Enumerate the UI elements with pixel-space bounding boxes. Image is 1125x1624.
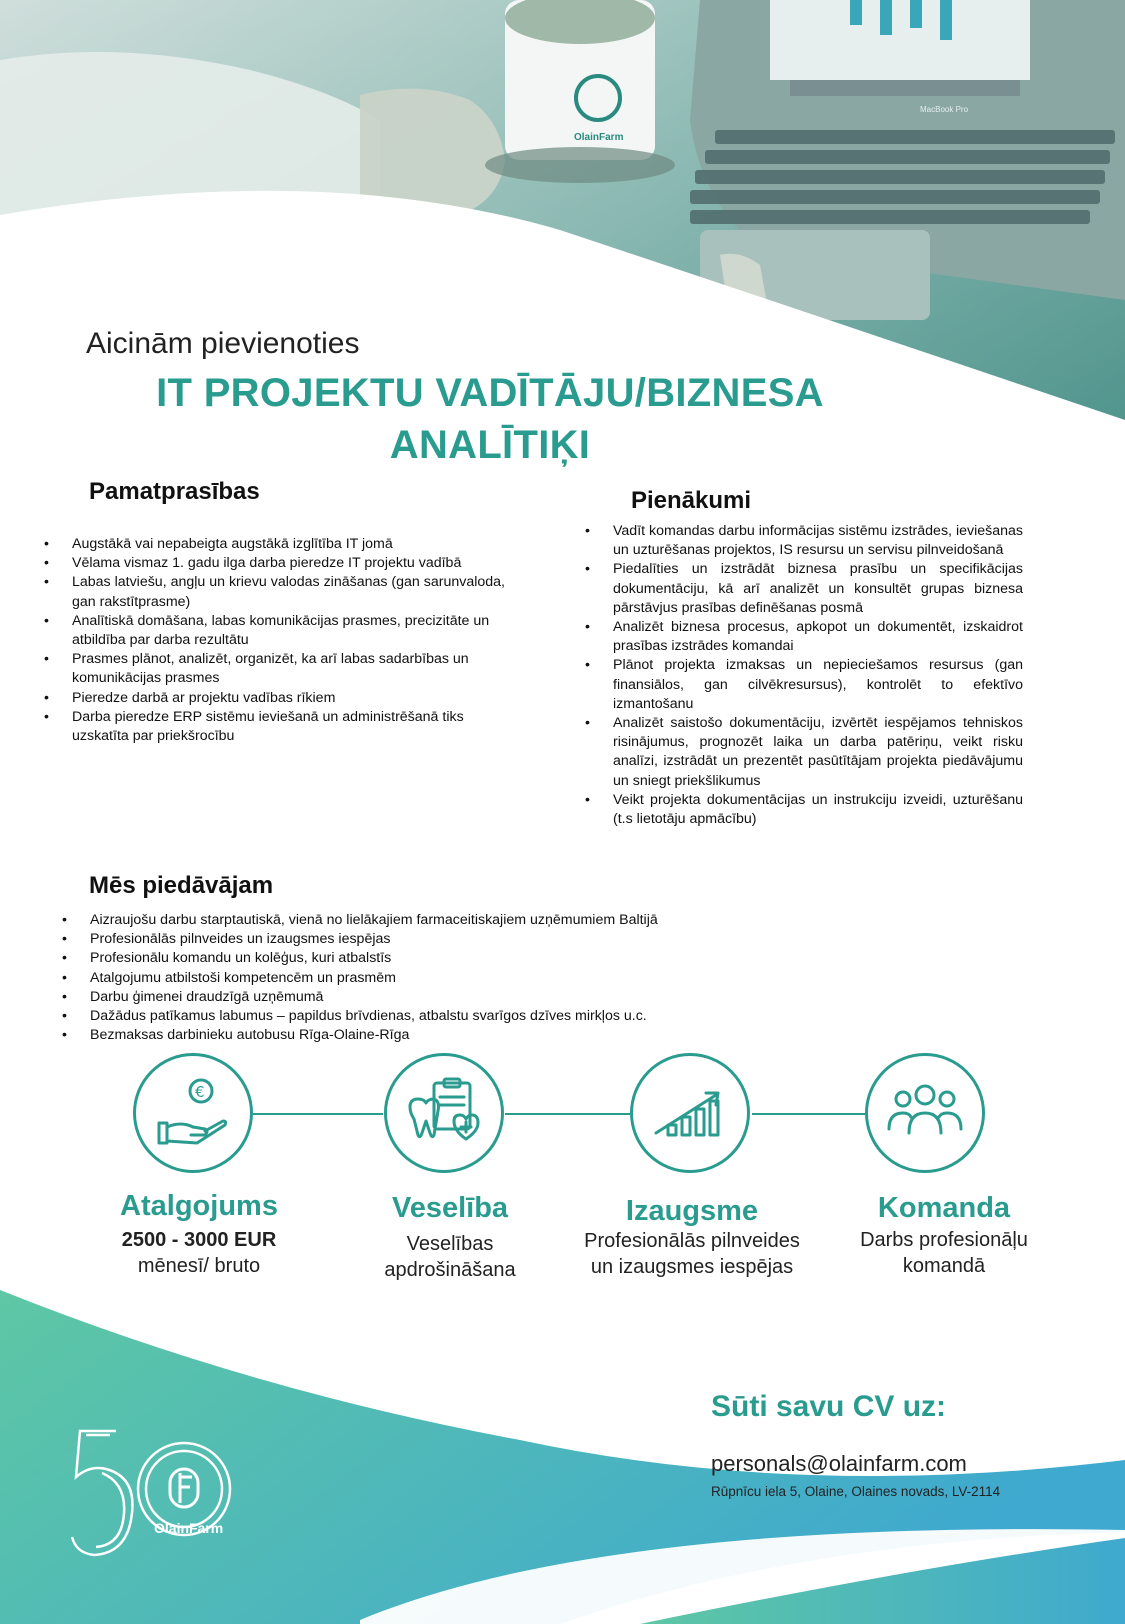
benefit-line: Veselības: [406, 1233, 494, 1255]
benefit-team: [824, 1192, 1064, 1279]
benefit-title: Veselība: [391, 1192, 509, 1224]
list-item: • Darba pieredze ERP sistēmu ieviešanā un administrēšanā tiks uzskatīta par priekšrocību: [44, 708, 524, 746]
laptop-label: MacBook Pro: [920, 105, 969, 114]
requirements-list: [44, 535, 524, 746]
list-item: • Dažādus patīkamus labumus – papildus brīvdienas, atbalstu svarīgos dzīves mirkļos u.c.: [62, 1007, 782, 1026]
list-item: • Augstākā vai nepabeigta augstākā izglītība IT jomā: [44, 535, 524, 554]
benefit-salary: [79, 1190, 319, 1279]
benefit-line: un izaugsmes iespējas: [590, 1256, 794, 1278]
job-title-line1: IT PROJEKTU VADĪTĀJU/BIZNESA: [156, 371, 824, 415]
list-item: • Piedalīties un izstrādāt biznesa prasību un specifikācijas dokumentāciju, kā arī analizēt un konsultēt grupas biznesa pārstāvjus prasības definēšanas posmā: [585, 560, 1023, 618]
list-item: • Profesionālu komandu un kolēģus, kuri atbalstīs: [62, 949, 782, 968]
list-item: • Labas latviešu, angļu un krievu valodas zināšanas (gan sarunvaloda, gan rakstītprasme): [44, 573, 524, 611]
health-clipboard-icon: [384, 1053, 504, 1173]
list-item: • Analizēt biznesa procesus, apkopot un dokumentēt, izskaidrot prasības izstrādes komandai: [585, 618, 1023, 656]
list-item: • Prasmes plānot, analizēt, organizēt, ka arī labas sadarbības un komunikācijas prasmes: [44, 650, 524, 688]
benefit-line: apdrošināšana: [384, 1259, 516, 1281]
salary-period: mēnesī/ bruto: [137, 1255, 261, 1277]
job-title-line2: ANALĪTIĶI: [389, 423, 591, 467]
olainfarm-50-logo: [70, 1425, 240, 1565]
list-item: • Plānot projekta izmaksas un nepieciešamos resursus (gan finansiālos, gan cilvēkresursus), kontrolēt to efektīvo izmantošanu: [585, 656, 1023, 714]
salary-range: 2500 - 3000 EUR: [121, 1229, 277, 1251]
benefit-line: Profesionālās pilnveides: [584, 1230, 800, 1252]
hand-euro-icon: [133, 1053, 253, 1173]
address-text: Rūpnīcu iela 5, Olaine, Olaines novads, LV-2114: [711, 1484, 1001, 1499]
team-people-icon: [865, 1053, 985, 1173]
connector-line: [253, 1113, 383, 1115]
list-item: • Veikt projekta dokumentācijas un instrukciju izveidi, uzturēšanu (t.s lietotāju apmācību): [585, 791, 1023, 829]
list-item: • Pieredze darbā ar projektu vadības rīkiem: [44, 689, 524, 708]
list-item: • Bezmaksas darbinieku autobusu Rīga-Olaine-Rīga: [62, 1026, 782, 1045]
growth-chart-icon: [630, 1053, 750, 1173]
requirements-heading: Pamatprasības: [89, 478, 260, 505]
offer-heading: Mēs piedāvājam: [89, 872, 274, 899]
list-item: • Profesionālās pilnveides un izaugsmes iespējas: [62, 930, 782, 949]
duties-list: [585, 522, 1023, 829]
connector-line: [505, 1113, 630, 1115]
list-item: • Analizēt saistošo dokumentāciju, izvērtēt iespējamos tehniskos risinājumus, prognozēt laika un darba patēriņu, veikt risku analīzi, izstrādāt un prezentēt pasūtītājam projekta piedāvājumu un sniegt priekšlikumus: [585, 714, 1023, 791]
list-item: • Aizraujošu darbu starptautiskā, vienā no lielākajiem farmaceitiskajiem uzņēmumiem Baltijā: [62, 911, 782, 930]
offer-list: [62, 911, 782, 1045]
list-item: • Atalgojumu atbilstoši kompetencēm un prasmēm: [62, 969, 782, 988]
list-item: • Darbu ģimenei draudzīgā uzņēmumā: [62, 988, 782, 1007]
connector-line: [752, 1113, 865, 1115]
benefit-growth: [572, 1195, 812, 1280]
list-item: • Analītiskā domāšana, labas komunikācijas prasmes, precizitāte un atbildība par darba rezultātu: [44, 612, 524, 650]
job-title: [90, 367, 890, 471]
email-link[interactable]: personals@olainfarm.com: [711, 1451, 967, 1476]
benefit-line: komandā: [902, 1255, 986, 1277]
benefit-title: Atalgojums: [120, 1190, 278, 1222]
benefit-title: Komanda: [877, 1192, 1011, 1224]
intro-text: Aicinām pievienoties: [86, 327, 360, 360]
benefit-line: Darbs profesionāļu: [860, 1229, 1028, 1251]
svg-text:€: €: [195, 1083, 205, 1101]
mug-brand-text: OlainFarm: [574, 132, 624, 143]
logo-brand: OlainFarm: [154, 1520, 224, 1536]
list-item: • Vēlama vismaz 1. gadu ilga darba pieredze IT projektu vadībā: [44, 554, 524, 573]
benefit-title: Izaugsme: [625, 1195, 759, 1227]
cv-heading: Sūti savu CV uz:: [711, 1390, 947, 1423]
duties-heading: Pienākumi: [631, 487, 752, 514]
list-item: • Vadīt komandas darbu informācijas sistēmu izstrādes, ieviešanas un uzturēšanas projektos, IS resursu un servisu pilnveidošanā: [585, 522, 1023, 560]
